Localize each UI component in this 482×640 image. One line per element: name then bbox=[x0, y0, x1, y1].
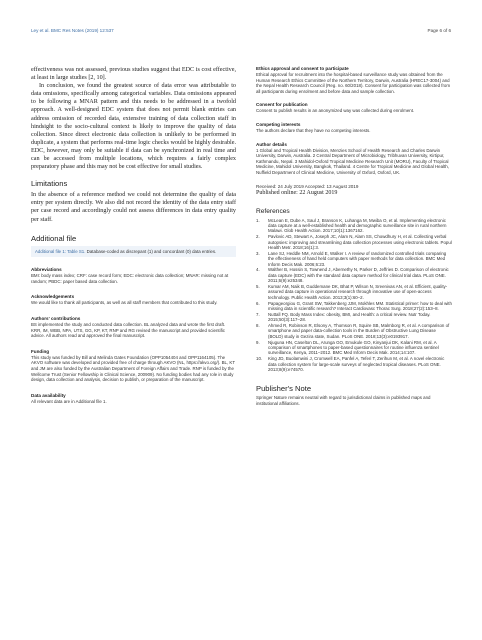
funding-heading: Funding bbox=[31, 348, 50, 354]
reference-number: 10. bbox=[256, 356, 263, 362]
body-paragraph: effectiveness was not assessed, previous studies suggest that EDC is cost effective, at least in large studies [2, 10]. bbox=[31, 67, 236, 82]
reference-item bbox=[256, 218, 452, 234]
competing-interests-text: The authors declare that they have no competing interests. bbox=[256, 127, 371, 133]
page-header bbox=[31, 28, 451, 38]
acknowledgements-section bbox=[31, 294, 236, 306]
additional-file-heading: Additional file bbox=[31, 233, 77, 243]
publishers-note-heading: Publisher's Note bbox=[256, 384, 312, 394]
reference-number: 3. bbox=[256, 250, 260, 256]
funding-section bbox=[31, 349, 236, 383]
reference-item bbox=[256, 234, 452, 250]
competing-interests-heading: Competing interests bbox=[256, 121, 301, 127]
received-accepted-dates: Received: 24 July 2019 Accepted: 13 August 2019 bbox=[256, 183, 359, 189]
reference-text: King JD, Buolamwini J, Cromwell EA, Panfel A, Teferi T, Zerihun M, et al. A novel electronic data collection system for large-scale surveys of neglected tropical diseases. PLoS ONE. 2013;8(9):e74570. bbox=[268, 356, 445, 373]
conclusion-paragraph: In conclusion, we found the greatest source of data error was attributable to data omissions, specifically among categorical variables. Data omissions appeared to be following a MNAR pattern and this needs to be addressed in a twofold approach. A well-designed EDC system that does not permit blank entries can address omission of recorded data, extensive training of data collection staff in hindsight to the socio-cultural context is likely to improve the quality of data collection. Since direct electronic data collection is unlikely to be performed in duplicate, a system that performs real-time logic checks would be highly desirable. EDC, however, may only be suitable if data can be synchronized in real time and can be accessed from multiple locations, which requires a fairly complex preparatory phase and this may not be cost effective for small studies. bbox=[31, 83, 236, 171]
additional-file-box bbox=[31, 246, 236, 258]
references-heading: References bbox=[256, 207, 290, 215]
reference-number: 9. bbox=[256, 339, 260, 345]
reference-text: Pavlovic AD, Stewart A, Joseph JC, Alam N, Alam SS, Chowdhury H, et al. Collecting verbal autopsies: improving and streamlining data collection processes using electronic tablets. Popul Health Metr. 2018;16(1):3. bbox=[268, 234, 452, 250]
authors-contributions-section bbox=[31, 316, 236, 339]
reference-text: Papageorgiou G, Grant SW, Takkenberg JJM, Mokhles MM. Statistical primer: how to deal with missing data in scientific research? Interact Cardiovasc Thorac Surg. 2018;27(2):153–8. bbox=[268, 300, 452, 311]
right-column bbox=[256, 66, 452, 415]
additional-file-link[interactable]: Additional file 1: Table S1. bbox=[35, 248, 86, 254]
funding-text: This study was funded by Bill and Melinda Gates Foundation (OPP1054404 and OPP1164105). The AKVO software was developed and provided free of charge through AKVO (NL, https://akvo.org/). BL, KT and JM are also funded by the Australian Department of Foreign Affairs and Trade. RNP is funded by the Wellcome Trust (Senior Fellowship in Clinical Science, 200909). No funding bodies had any role in study design, data collection and analysis, decision to publish, or preparation of the manuscript. bbox=[31, 354, 235, 383]
acknowledgements-text: We would like to thank all participants, as well as all staff members that contributed to this study. bbox=[31, 300, 218, 306]
authors-contributions-text: BS implemented the study and conducted data collection. BL analyzed data and wrote the first draft. KRR, IM, WBB, NPA, UTS, GG, KP, KT, RNP and RG revised the manuscript and provided scientific advice. All authors read and approved the final manuscript. bbox=[31, 321, 226, 339]
author-details-section bbox=[256, 142, 452, 176]
limitations-heading: Limitations bbox=[31, 179, 68, 189]
data-availability-section bbox=[31, 393, 236, 405]
abbreviations-text: BMI: body mass index; CRF: case record form; EDC: electronic data collection; MNAR: missing not at random; PBDC: paper based data collection. bbox=[31, 273, 229, 284]
reference-number: 1. bbox=[256, 217, 260, 223]
reference-number: 6. bbox=[256, 300, 260, 306]
author-details-heading: Author details bbox=[256, 141, 287, 147]
reference-item bbox=[256, 284, 452, 300]
reference-text: Walther B, Hossin S, Townend J, Abernethy N, Parker D, Jeffries D. Comparison of electronic data capture (EDC) with the standard data capture method for clinical trial data. PLoS ONE. 2011;6(9):e25348. bbox=[268, 267, 449, 284]
reference-text: McLean E, Dube A, Saul J, Branson K, Luhanga M, Mwiba O, et al. Implementing electronic data capture at a well-established health and demographic surveillance site in rural northern Malawi. Glob Health Action. 2017;10(1):1367162. bbox=[268, 217, 447, 234]
reference-item bbox=[256, 356, 452, 372]
reference-number: 2. bbox=[256, 234, 260, 240]
acknowledgements-heading: Acknowledgements bbox=[31, 294, 75, 300]
reference-item bbox=[256, 323, 452, 339]
ethics-section bbox=[256, 66, 452, 94]
consent-text: Consent to publish results in an anonymized way was collected during enrolment. bbox=[256, 108, 415, 114]
ethics-heading: Ethics approval and consent to participate bbox=[256, 66, 349, 71]
competing-interests-section bbox=[256, 122, 452, 134]
reference-number: 7. bbox=[256, 311, 260, 317]
reference-item bbox=[256, 340, 452, 356]
abbreviations-heading: Abbreviations bbox=[31, 267, 62, 273]
reference-text: Kumar AM, Naik B, Guddemane DK, Bhat P, Wilson N, Sreenivas AN, et al. Efficient, quality-assured data capture in operational research through innovative use of open-access technology. Public Health Action. 2013;3(1):60–2. bbox=[268, 283, 448, 300]
data-availability-heading: Data availability bbox=[31, 392, 66, 398]
published-online-date: Published online: 22 August 2019 bbox=[256, 189, 338, 196]
data-availability-text: All relevant data are in Additional file 1. bbox=[31, 398, 107, 404]
publication-dates bbox=[256, 184, 452, 196]
reference-text: Ahmed R, Robinson R, Elsony A, Thomson R, Squire SB, Malmborg R, et al. A comparison of smartphone and paper data-collection tools in the Burden of Obstructive Lung Disease (BOLD) study in Gezira state, Sudan. PLoS ONE. 2018;13(3):e0193917. bbox=[268, 322, 450, 339]
reference-text: Lane SJ, Heddle NM, Arnold E, Walker I. A review of randomized controlled trials comparing the effectiveness of hand held computers with paper methods for data collection. BMC Med Inform Decis Mak. 2006;6:23. bbox=[268, 250, 447, 267]
reference-number: 4. bbox=[256, 267, 260, 273]
reference-item bbox=[256, 301, 452, 312]
authors-contributions-heading: Authors' contributions bbox=[31, 315, 81, 321]
reference-text: Njuguna HN, Caselton DL, Arunga GO, Emukule GO, Kinyanjui DK, Kalani RM, et al. A comparison of smartphones to paper-based questionnaires for routine influenza sentinel surveillance, Kenya, 2011–2012. BMC Med Inform Decis Mak. 2014;14:107. bbox=[268, 339, 439, 356]
left-column bbox=[31, 66, 236, 414]
reference-number: 5. bbox=[256, 283, 260, 289]
ethics-text: Ethical approval for recruitment into the hospital-based surveillance study was obtained from the Human Research Ethics Committee of the Northern Territory, Darwin, Australia (HREC17-3004) and the Nepal Health Research Council (Reg. no. 60/2018). Consent for participation was collected from all participants during enrolment and before data and sample collection. bbox=[256, 72, 451, 94]
reference-item bbox=[256, 251, 452, 267]
additional-file-description: Database-coded as discrepant (1) and concordant (0) data entries. bbox=[85, 248, 217, 254]
reference-text: Nuttall FQ. Body Mass Index: obesity, BMI, and Health: a critical review. Nutr Today. 2015;50(3):117–28. bbox=[268, 311, 431, 323]
consent-heading: Consent for publication bbox=[256, 102, 308, 108]
reference-item bbox=[256, 312, 452, 323]
consent-section bbox=[256, 102, 452, 114]
references-list bbox=[256, 218, 452, 373]
reference-number: 8. bbox=[256, 322, 260, 328]
citation-header: Ley et al. BMC Res Notes (2019) 12:537 bbox=[31, 28, 114, 33]
page-number: Page 6 of 6 bbox=[427, 28, 451, 33]
limitations-text: In the absence of a reference method we could not determine the quality of data entry per system directly. We also did not record the identity of the data entry staff per case record and accordingly could not assess differences in data entry quality per staff. bbox=[31, 192, 236, 223]
abbreviations-section bbox=[31, 267, 236, 284]
author-details-text: 1 Global and Tropical Health Division, Menzies School of Health Research and Charles Darwin University, Darwin, Australia. 2 Central Department of Microbiology, Tribhuvan University, Kirtipur, Kathmandu, Nepal. 3 Mahidol-Oxford Tropical Medicine Research Unit (MORU), Faculty of Tropical Medicine, Mahidol University, Bangkok, Thailand. 4 Centre for Tropical Medicine and Global Health, Nuffield Department of Clinical Medicine, University of Oxford, Oxford, UK. bbox=[256, 147, 449, 175]
reference-item bbox=[256, 267, 452, 283]
publishers-note-text: Springer Nature remains neutral with regard to jurisdictional claims in published maps and institutional affiliations. bbox=[256, 395, 431, 407]
